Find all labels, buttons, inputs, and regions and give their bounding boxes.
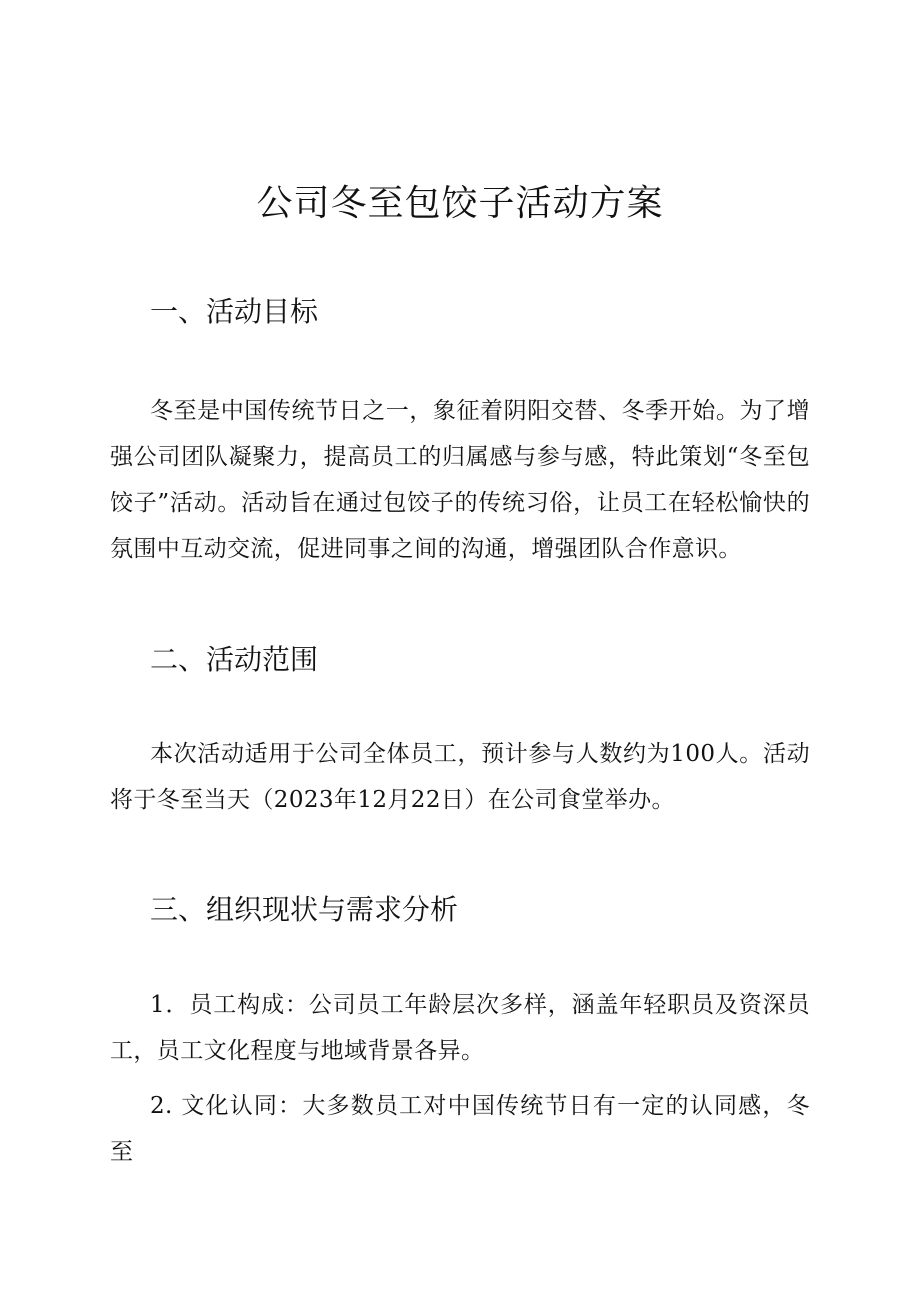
section-heading-analysis: 三、组织现状与需求分析 (150, 893, 459, 926)
analysis-item-1: 1．员工构成：公司员工年龄层次多样，涵盖年轻职员及资深员工，员工文化程度与地域背景各异。 (110, 992, 810, 1064)
document-title: 公司冬至包饺子活动方案 (256, 183, 664, 224)
analysis-item-2: 2. 文化认同：大多数员工对中国传统节日有一定的认同感，冬至 (110, 1093, 810, 1165)
section-heading-scope: 二、活动范围 (150, 643, 319, 676)
section-heading-goals: 一、活动目标 (150, 295, 319, 328)
scope-paragraph: 本次活动适用于公司全体员工，预计参与人数约为100人。活动将于冬至当天（2023年12月22日）在公司食堂举办。 (110, 741, 810, 813)
goals-paragraph: 冬至是中国传统节日之一，象征着阴阳交替、冬季开始。为了增强公司团队凝聚力，提高员工的归属感与参与感，特此策划“冬至包饺子”活动。活动旨在通过包饺子的传统习俗，让员工在轻松愉快的氛围中互动交流，促进同事之间的沟通，增强团队合作意识。 (110, 398, 810, 562)
